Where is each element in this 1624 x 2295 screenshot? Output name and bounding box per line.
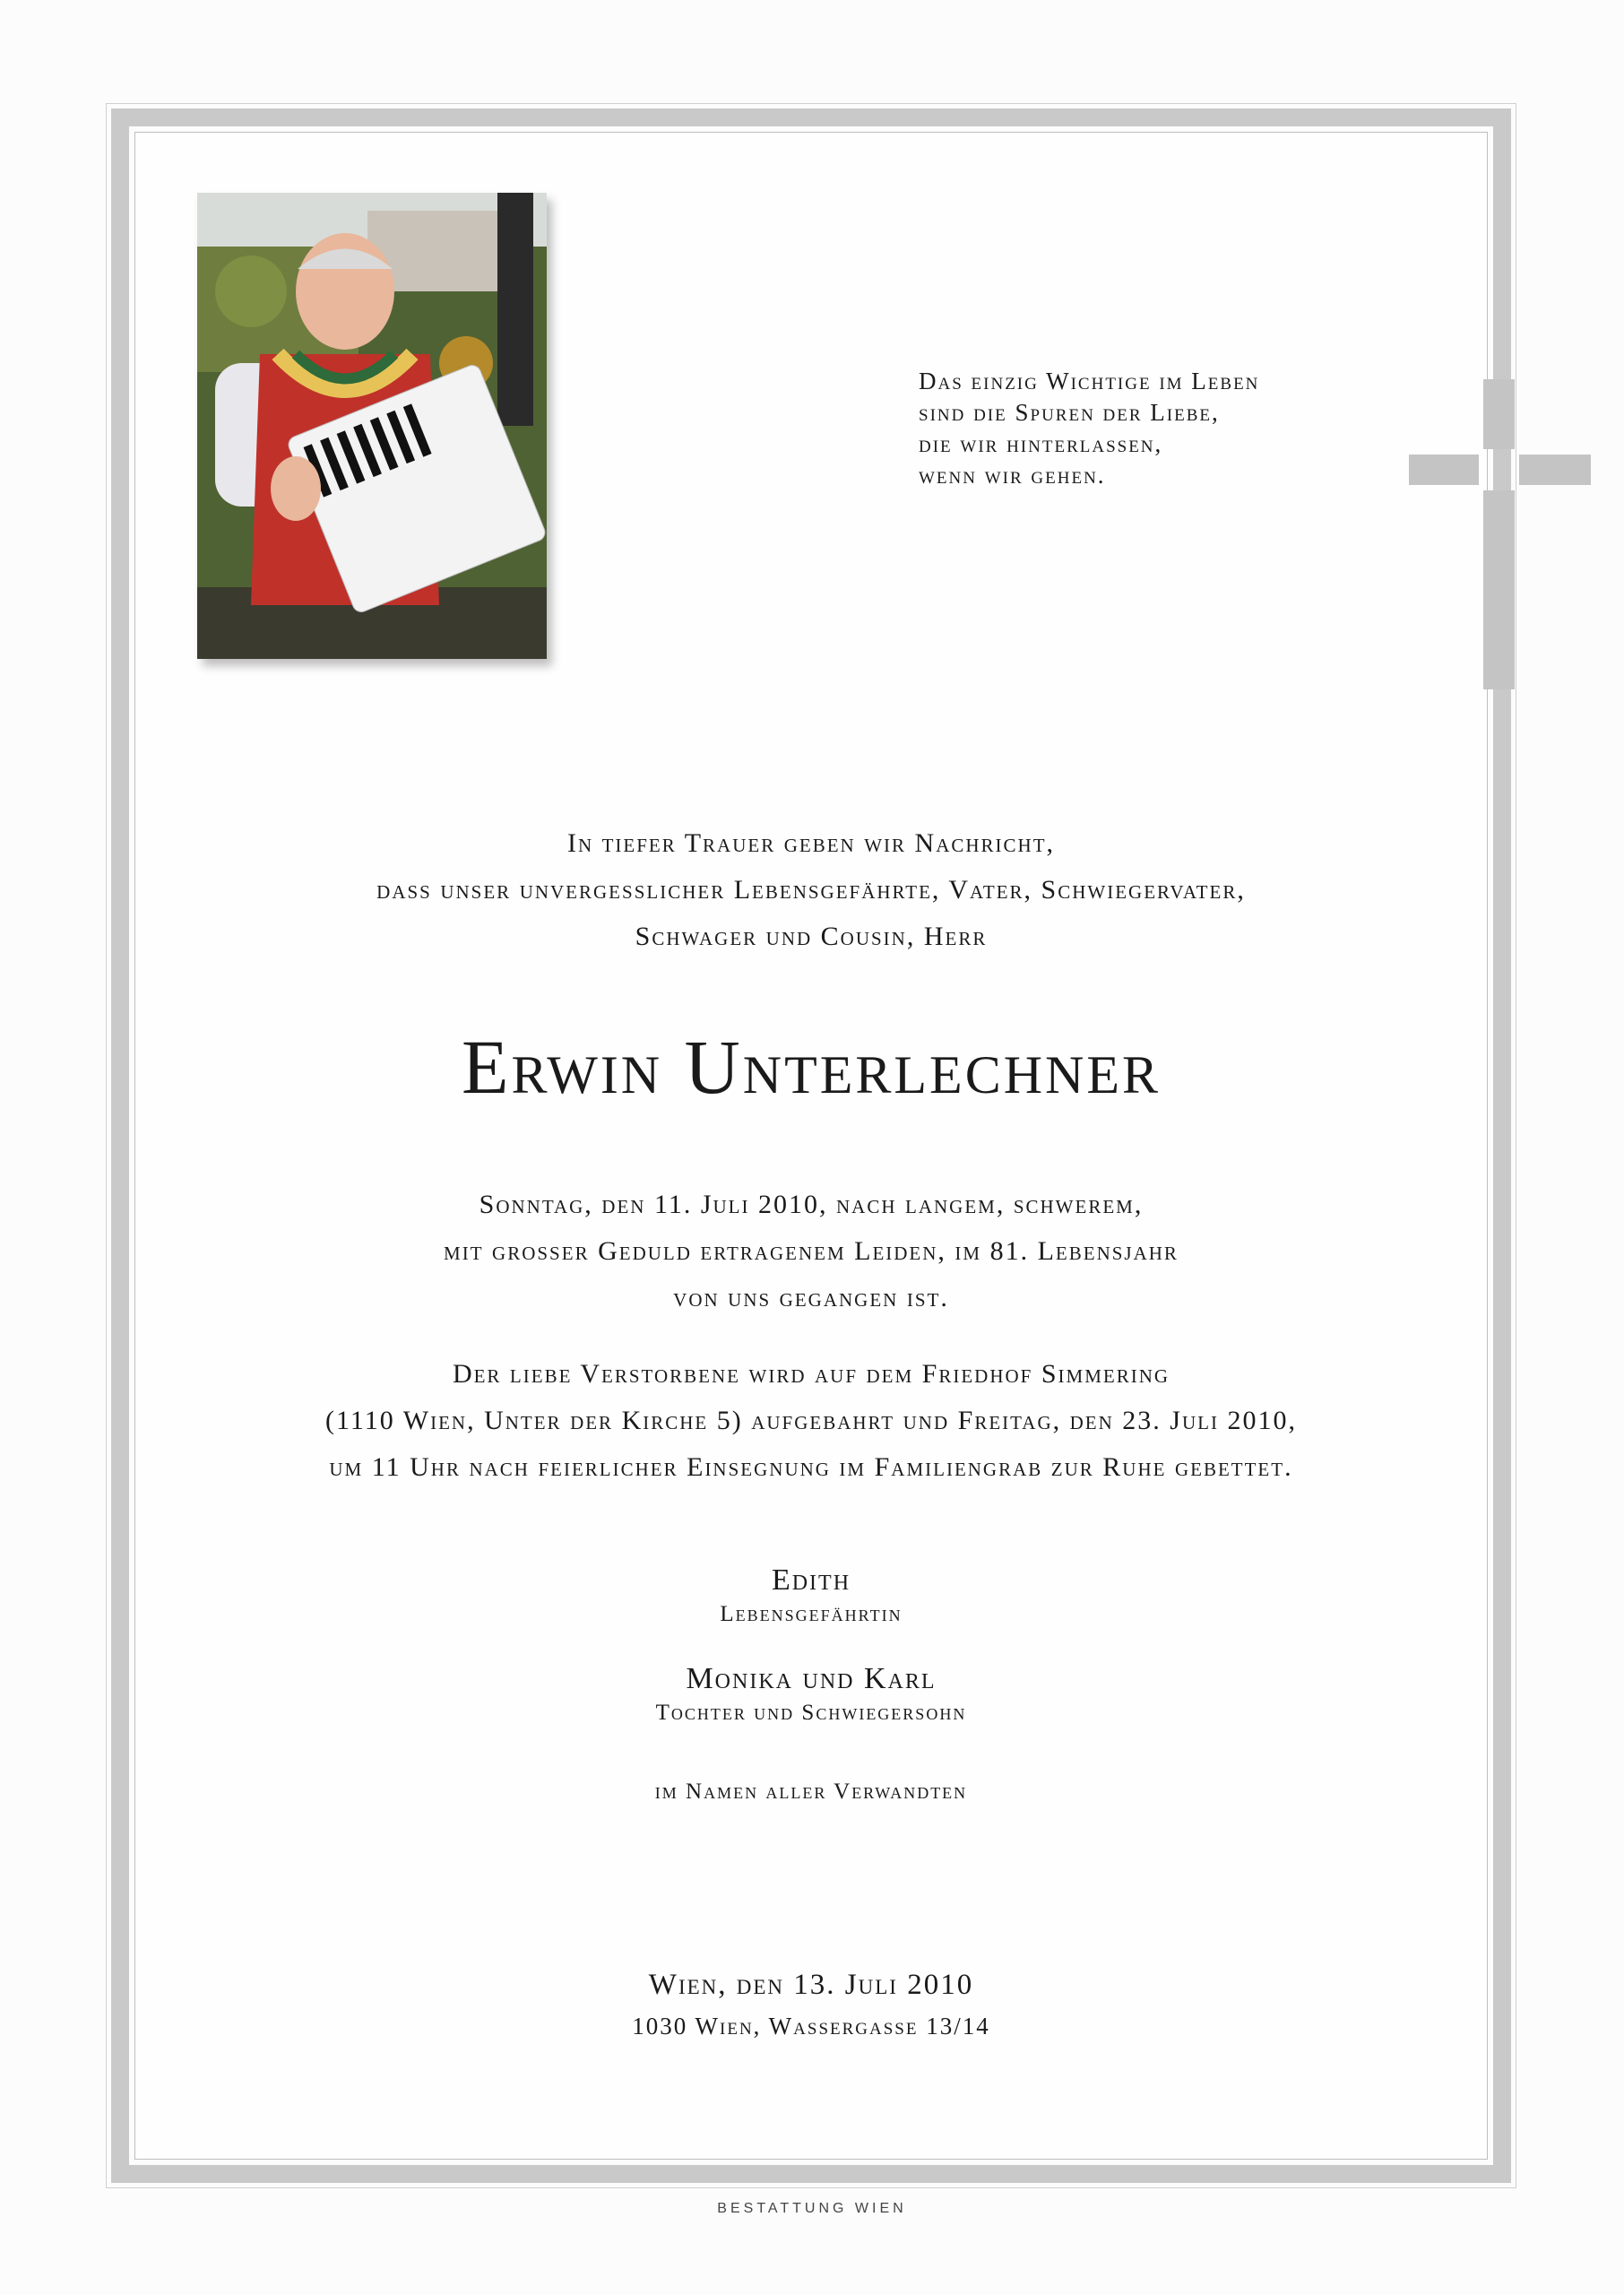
mourner-entry (179, 1562, 1443, 1630)
death-line: mit grosser Geduld ertragenem Leiden, im 81. Lebensjahr (444, 1236, 1179, 1266)
motto-quote (919, 366, 1367, 491)
intro-line: Schwager und Cousin, Herr (635, 922, 988, 951)
death-line: von uns gegangen ist. (673, 1283, 949, 1312)
cross-left-arm (1409, 455, 1479, 485)
funeral-line: Der liebe Verstorbene wird auf dem Friedhof Simmering (452, 1359, 1170, 1389)
mourner-role: Lebensgefährtin (720, 1602, 903, 1626)
funeral-line: (1110 Wien, Unter der Kirche 5) aufgebahrt und Freitag, den 23. Juli 2010, (325, 1406, 1297, 1435)
address: 1030 Wien, Wassergasse 13/14 (632, 2013, 990, 2040)
intro-line: In tiefer Trauer geben wir Nachricht, (566, 828, 1056, 858)
mourner-entry (179, 1660, 1443, 1728)
motto-line: die wir hinterlassen, (919, 430, 1163, 457)
death-line: Sonntag, den 11. Juli 2010, nach langem, schwerem, (479, 1190, 1144, 1219)
motto-line: wenn wir gehen. (919, 462, 1106, 489)
footer-imprint: BESTATTUNG WIEN (717, 2201, 907, 2216)
funeral-line: um 11 Uhr nach feierlicher Einsegnung im Familiengrab zur Ruhe gebettet. (329, 1452, 1293, 1482)
place-date: Wien, den 13. Juli 2010 (648, 1969, 974, 2001)
cross-lower-arm (1483, 490, 1515, 689)
motto-line: sind die Spuren der Liebe, (919, 399, 1220, 426)
portrait-photo (197, 193, 547, 659)
intro-text (179, 820, 1443, 960)
cross-right-arm (1519, 455, 1591, 485)
motto-line: Das einzig Wichtige im Leben (919, 368, 1260, 394)
cross-upper-arm (1483, 379, 1515, 449)
mourner-name: Edith (771, 1563, 851, 1597)
death-notice (179, 1182, 1443, 1321)
intro-line: dass unser unvergesslicher Lebensgefährte, Vater, Schwiegervater, (376, 875, 1246, 905)
mourner-name: Monika und Karl (686, 1662, 937, 1695)
on-behalf-text: im Namen aller Verwandten (654, 1780, 968, 1804)
funeral-notice (179, 1351, 1443, 1491)
mourner-role: Tochter und Schwiegersohn (655, 1701, 967, 1725)
deceased-name: Erwin Unterlechner (461, 1024, 1162, 1110)
